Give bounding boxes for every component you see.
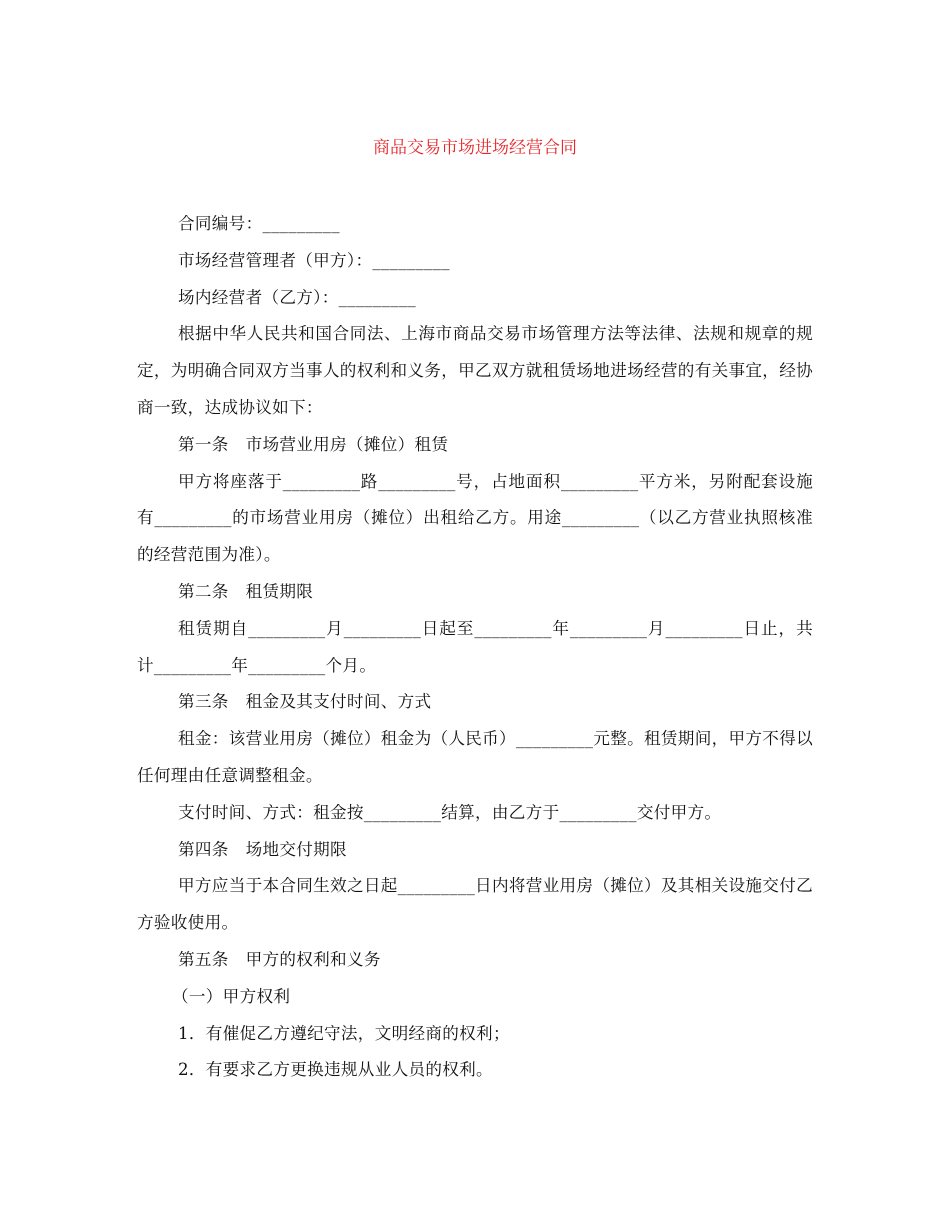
preamble-paragraph: 根据中华人民共和国合同法、上海市商品交易市场管理方法等法律、法规和规章的规定，为明确合同双方当事人的权利和义务，甲乙双方就租赁场地进场经营的有关事宜，经协商一致，达成协议如下： bbox=[137, 324, 813, 417]
party-b-line: 场内经营者（乙方）：_________ bbox=[178, 287, 417, 307]
article-3-heading: 第三条 租金及其支付时间、方式 bbox=[178, 692, 432, 712]
article-2-heading: 第二条 租赁期限 bbox=[178, 581, 314, 601]
article-1-heading: 第一条 市场营业用房（摊位）租赁 bbox=[178, 434, 449, 454]
article-5-heading: 第五条 甲方的权利和义务 bbox=[178, 949, 381, 969]
contract-body bbox=[137, 206, 813, 1089]
article-1-paragraph: 甲方将座落于_________路_________号，占地面积_________平方米，另附配套设施有_________的市场营业用房（摊位）出租给乙方。用途_________（以乙方营业执照核准的经营范围为准）。 bbox=[137, 471, 813, 565]
party-a-right-2: 2．有要求乙方更换违规从业人员的权利。 bbox=[178, 1060, 493, 1080]
article-4-paragraph: 甲方应当于本合同生效之日起_________日内将营业用房（摊位）及其相关设施交付乙方验收使用。 bbox=[137, 876, 813, 933]
article-2-paragraph: 租赁期自_________月_________日起至_________年_________月_________日止，共计_________年_________个月。 bbox=[137, 618, 813, 675]
article-3-rent-paragraph: 租金：该营业用房（摊位）租金为（人民币）_________元整。租赁期间，甲方不得以任何理由任意调整租金。 bbox=[137, 729, 813, 785]
party-a-line: 市场经营管理者（甲方）：_________ bbox=[178, 250, 450, 270]
article-4-heading: 第四条 场地交付期限 bbox=[178, 839, 347, 859]
article-3-payment-paragraph: 支付时间、方式：租金按_________结算，由乙方于_________交付甲方。 bbox=[178, 802, 722, 822]
document-title: 商品交易市场进场经营合同 bbox=[373, 138, 577, 158]
contract-number-line: 合同编号：_________ bbox=[178, 214, 340, 233]
party-a-rights-heading: （一）甲方权利 bbox=[172, 986, 291, 1006]
party-a-right-1: 1．有催促乙方遵纪守法，文明经商的权利； bbox=[178, 1023, 510, 1043]
